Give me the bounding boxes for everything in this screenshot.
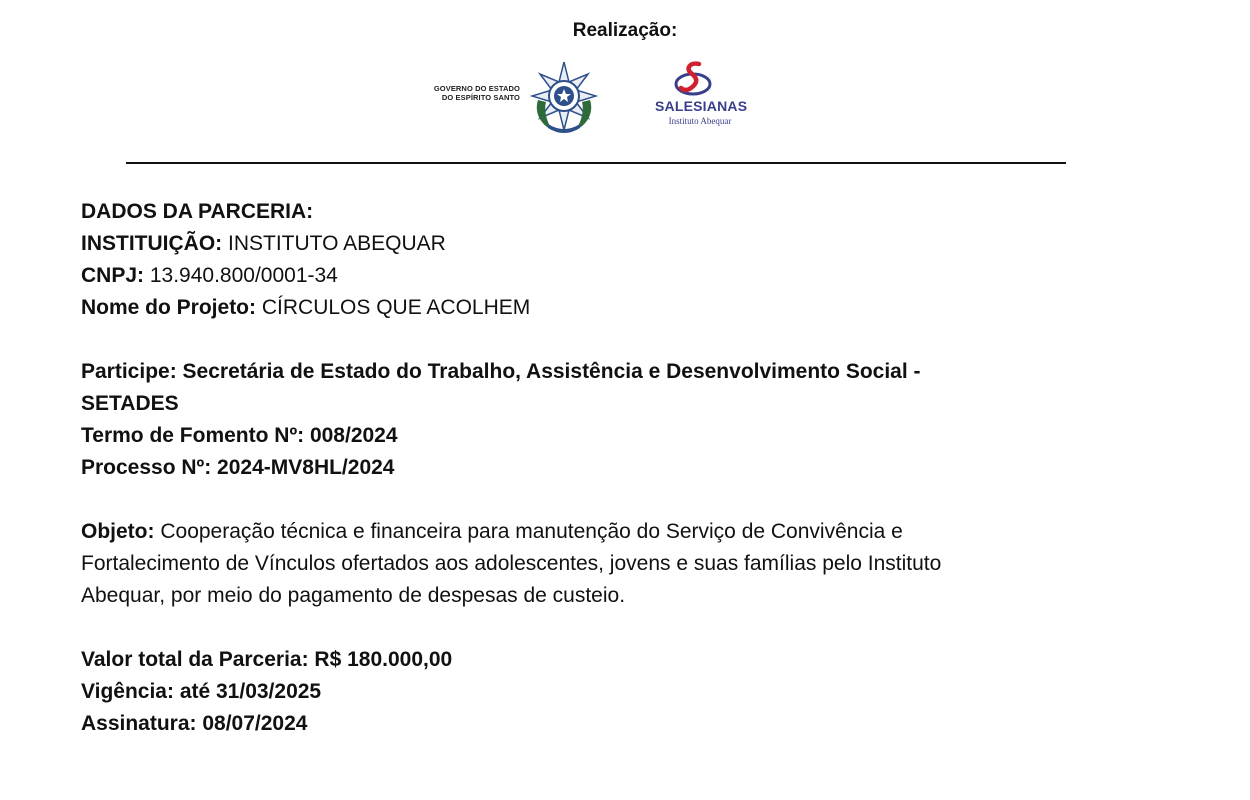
partnership-details (81, 196, 1081, 740)
validity: Vigência: até 31/03/2025 (81, 680, 322, 703)
object-label: Objeto: (81, 520, 155, 543)
spacer (81, 484, 1081, 516)
process-number: Processo Nº: 2024-MV8HL/2024 (81, 456, 395, 479)
object-line-3: Abequar, por meio do pagamento de despesas de custeio. (81, 584, 626, 607)
salesianas-logo (655, 60, 748, 130)
project-label: Nome do Projeto: (81, 296, 257, 319)
object-line-1 (81, 516, 1081, 548)
term-number: Termo de Fomento Nº: 008/2024 (81, 424, 398, 447)
object-text-1: Cooperação técnica e financeira para manutenção do Serviço de Convivência e (160, 520, 903, 543)
spacer (81, 612, 1081, 644)
government-line-2: DO ESPÍRITO SANTO (441, 93, 520, 102)
government-line-1: GOVERNO DO ESTADO (433, 84, 520, 93)
government-logo-text (424, 84, 520, 102)
section-title: DADOS DA PARCERIA: (81, 200, 314, 223)
object-line-2: Fortalecimento de Vínculos ofertados aos adolescentes, jovens e suas famílias pelo Instituto (81, 552, 942, 575)
espirito-santo-crest-icon (530, 60, 598, 136)
salesianas-s-mark-icon (673, 60, 713, 98)
participant-line-1: Participe: Secretária de Estado do Trabalho, Assistência e Desenvolvimento Social - (81, 360, 921, 383)
salesianas-name: SALESIANAS (655, 98, 748, 114)
total-value: Valor total da Parceria: R$ 180.000,00 (81, 648, 453, 671)
project-value: CÍRCULOS QUE ACOLHEM (261, 296, 531, 319)
cnpj-label: CNPJ: (81, 264, 145, 287)
header-divider (126, 162, 1066, 164)
participant-line-2: SETADES (81, 392, 179, 415)
institution-value: INSTITUTO ABEQUAR (228, 232, 446, 255)
institution-row (81, 228, 1081, 260)
signature-date: Assinatura: 08/07/2024 (81, 712, 308, 735)
institution-label: INSTITUIÇÃO: (81, 232, 223, 255)
spacer (81, 324, 1081, 356)
salesianas-subtitle: Instituto Abequar (668, 116, 732, 126)
logos-row (420, 58, 760, 138)
project-row (81, 292, 1081, 324)
cnpj-value: 13.940.800/0001-34 (149, 264, 338, 287)
cnpj-row (81, 260, 1081, 292)
header-title: Realização: (572, 20, 678, 41)
